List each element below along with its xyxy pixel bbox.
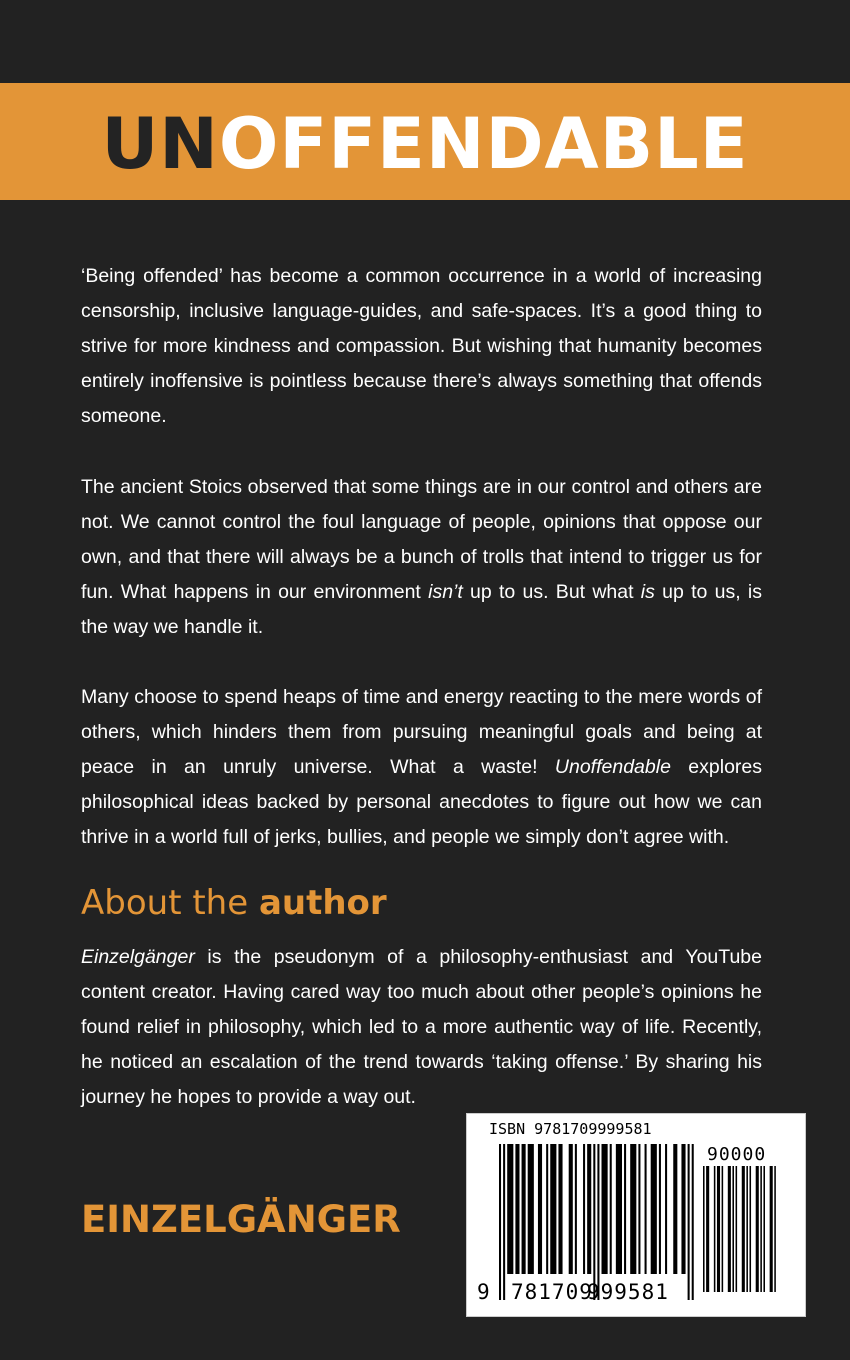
blurb-paragraph-1-text: ‘Being offended’ has become a common occurrence in a world of increasing censorship, inclusive language-guides, and safe-spaces. It’s a good thing to strive for more kindness and compassion. But wishing that humanity becomes entirely inoffensive is pointless because there’s always something that offends someone. <box>81 265 762 427</box>
barcode-digits-right: 999581 <box>587 1280 669 1304</box>
book-title <box>101 102 749 185</box>
barcode-bar <box>522 1144 526 1274</box>
isbn-barcode <box>466 1113 806 1317</box>
barcode-bar <box>763 1166 765 1292</box>
barcode-bar <box>528 1144 534 1274</box>
barcode-bar <box>546 1144 548 1274</box>
p2-emphasis-isnt: isn’t <box>428 581 463 603</box>
barcode-bar <box>499 1144 501 1300</box>
title-banner <box>0 83 850 200</box>
barcode-bar <box>597 1144 599 1300</box>
barcode-digit-first: 9 <box>477 1280 491 1304</box>
barcode-bar <box>714 1166 716 1292</box>
about-author-paragraph <box>81 940 762 1115</box>
isbn-label: ISBN 9781709999581 <box>489 1120 652 1138</box>
about-author-text <box>81 940 762 1115</box>
barcode-bar <box>706 1166 709 1292</box>
barcode-bar <box>515 1144 519 1274</box>
barcode-bar <box>750 1166 752 1292</box>
barcode-bar <box>630 1144 636 1274</box>
barcode-bar <box>681 1144 685 1274</box>
title-part-un: UN <box>101 102 219 185</box>
p2-text-b: up to us. But what <box>462 581 641 603</box>
p3-emphasis-title: Unoffendable <box>554 756 671 778</box>
barcode-bar <box>558 1144 562 1274</box>
barcode-bar <box>756 1166 759 1292</box>
barcode-bar <box>732 1166 734 1292</box>
barcode-digits-left: 781709 <box>511 1280 593 1304</box>
barcode-bar <box>673 1144 677 1274</box>
about-heading-plain: About the <box>81 883 259 923</box>
barcode-bar <box>550 1144 556 1274</box>
about-author-heading <box>81 883 387 923</box>
p2-emphasis-is: is <box>640 581 655 603</box>
blurb-paragraph-3 <box>81 680 762 855</box>
about-text-body: is the pseudonym of a philosophy-enthusiast and YouTube content creator. Having cared way too much about other people’s opinions he found relief in philosophy, which led to a more authentic way of life. Recently, he noticed an escalation of the trend towards ‘taking offense.’ By sharing his journey he hopes to provide a way out. <box>81 946 762 1108</box>
blurb-paragraph-2 <box>81 470 762 645</box>
barcode-bar <box>645 1144 647 1274</box>
barcode-bar <box>742 1166 745 1292</box>
barcode-bar <box>593 1144 595 1300</box>
barcode-bar <box>569 1144 573 1274</box>
barcode-bar <box>703 1166 705 1292</box>
barcode-bar <box>692 1144 694 1300</box>
barcode-bar <box>507 1144 513 1274</box>
barcode-addon-number: 90000 <box>707 1144 767 1165</box>
publisher-brand: EINZELGÄNGER <box>81 1198 401 1241</box>
blurb-paragraph-2-text <box>81 470 762 645</box>
barcode-bar <box>774 1166 776 1292</box>
barcode-bar <box>575 1144 577 1274</box>
barcode-bar <box>538 1144 542 1274</box>
barcode-bar <box>624 1144 626 1274</box>
barcode-bar <box>583 1144 585 1274</box>
about-heading-bold: author <box>258 883 387 923</box>
barcode-bar <box>736 1166 738 1292</box>
title-part-offendable: OFFENDABLE <box>218 102 749 185</box>
p2-text-c: up to us, is the way we handle it. <box>81 581 762 638</box>
barcode-bar <box>503 1144 505 1300</box>
barcode-bar <box>587 1144 591 1274</box>
barcode-bar <box>659 1144 661 1274</box>
barcode-bar <box>717 1166 720 1292</box>
barcode-bar <box>746 1166 748 1292</box>
barcode-bar <box>651 1144 657 1274</box>
blurb-paragraph-1 <box>81 259 762 434</box>
barcode-bar <box>688 1144 690 1300</box>
barcode-bar <box>722 1166 724 1292</box>
p3-text-b: explores philosophical ideas backed by personal anecdotes to figure out how we can thrive in a world full of jerks, bullies, and people we simply don’t agree with. <box>81 756 762 848</box>
barcode-bar <box>770 1166 773 1292</box>
blurb-paragraph-3-text <box>81 680 762 855</box>
p3-text-a: Many choose to spend heaps of time and energy reacting to the mere words of others, which hinders them from pursuing meaningful goals and being at peace in an unruly universe. What a waste! <box>81 686 762 778</box>
barcode-bar <box>665 1144 667 1274</box>
p2-text-a: The ancient Stoics observed that some things are in our control and others are not. We cannot control the foul language of people, opinions that oppose our own, and that there will always be a bunch of trolls that intend to trigger us for fun. What happens in our environment <box>81 476 762 603</box>
barcode-bar <box>616 1144 622 1274</box>
barcode-bar <box>728 1166 731 1292</box>
author-name: Einzelgänger <box>81 946 195 968</box>
barcode-bar <box>760 1166 762 1292</box>
barcode-bar <box>602 1144 608 1274</box>
barcode-bar <box>610 1144 612 1274</box>
barcode-bar <box>638 1144 640 1274</box>
